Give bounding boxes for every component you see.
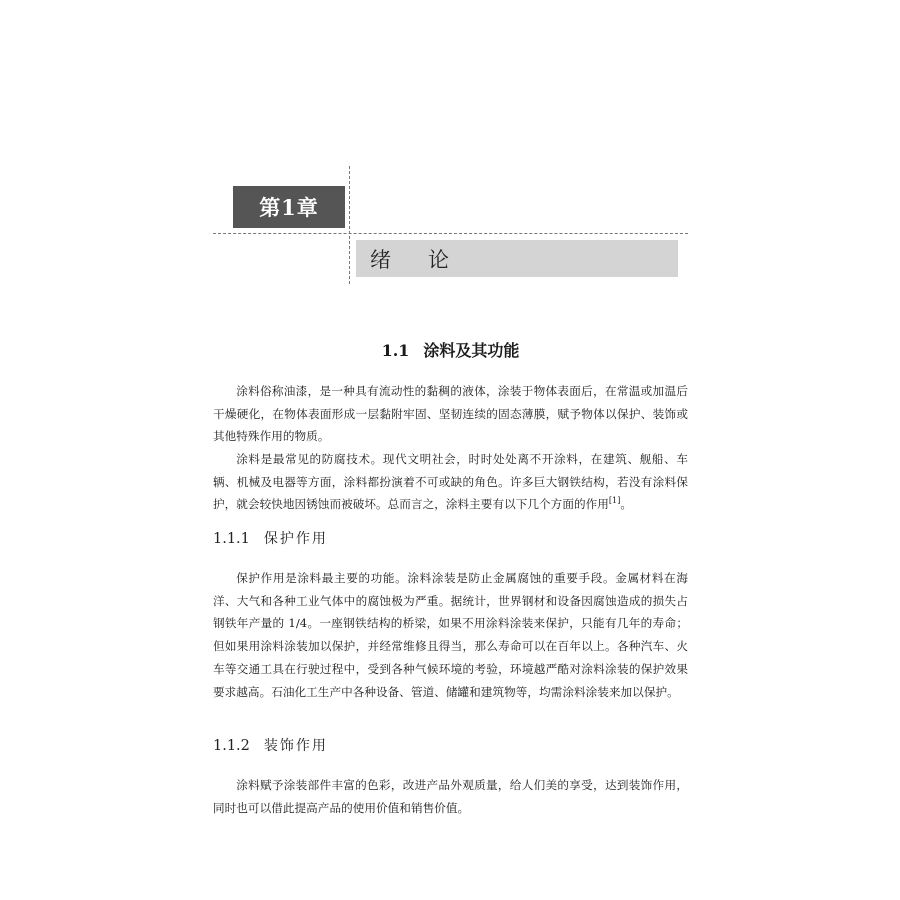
subsection-title-2: 装饰作用 <box>263 738 328 754</box>
chapter-vertical-divider <box>349 166 350 284</box>
chapter-horizontal-divider <box>213 233 688 234</box>
chapter-title-part2: 论 <box>428 247 450 272</box>
chapter-label: 第1章 <box>233 186 345 228</box>
subsection-heading-1 <box>213 528 328 550</box>
section-heading <box>213 338 688 364</box>
chapter-title-part1: 绪 <box>370 247 392 272</box>
subsection-number-1: 1.1.1 <box>213 531 250 547</box>
chapter-title <box>356 240 678 277</box>
citation-ref[interactable]: [1] <box>608 496 621 506</box>
intro-paragraph-1: 涂料俗称油漆，是一种具有流动性的黏稠的液体，涂装于物体表面后，在常温或加温后干燥硬化，在物体表面形成一层黏附牢固、坚韧连续的固态薄膜，赋予物体以保护、装饰或其他特殊作用的物质。 <box>213 384 688 444</box>
subsection-paragraph-1: 保护作用是涂料最主要的功能。涂料涂装是防止金属腐蚀的重要手段。金属材料在海洋、大气和各种工业气体中的腐蚀极为严重。据统计，世界钢材和设备因腐蚀造成的损失占钢铁年产量的 1/4。一座钢铁结构的桥梁，如果不用涂料涂装来保护，只能有几年的寿命；但如果用涂料涂装加以保护，并经常维修且得当，那么寿命可以在百年以上。各种汽车、火车等交通工具在行驶过程中，受到各种气候环境的考验，环境越严酷对涂料涂装的保护效果要求越高。石油化工生产中各种设备、管道、储罐和建筑物等，均需涂料涂装来加以保护。 <box>213 571 688 699</box>
subsection-title-1: 保护作用 <box>263 531 328 547</box>
intro-paragraph-2 <box>213 448 688 516</box>
intro-paragraph-2-text: 涂料是最常见的防腐技术。现代文明社会，时时处处离不开涂料，在建筑、舰船、车辆、机械及电器等方面，涂料都扮演着不可或缺的角色。许多巨大钢铁结构，若没有涂料保护，就会较快地因锈蚀而被破坏。总而言之，涂料主要有以下几个方面的作用 <box>213 452 688 512</box>
subsection-number-2: 1.1.2 <box>213 738 250 754</box>
intro-paragraph-2-end: 。 <box>620 497 633 512</box>
section-title: 涂料及其功能 <box>423 341 520 360</box>
section-number: 1.1 <box>381 341 410 360</box>
subsection-heading-2 <box>213 735 328 757</box>
subsection-paragraph-2: 涂料赋予涂装部件丰富的色彩，改进产品外观质量，给人们美的享受，达到装饰作用，同时也可以借此提高产品的使用价值和销售价值。 <box>213 778 688 815</box>
